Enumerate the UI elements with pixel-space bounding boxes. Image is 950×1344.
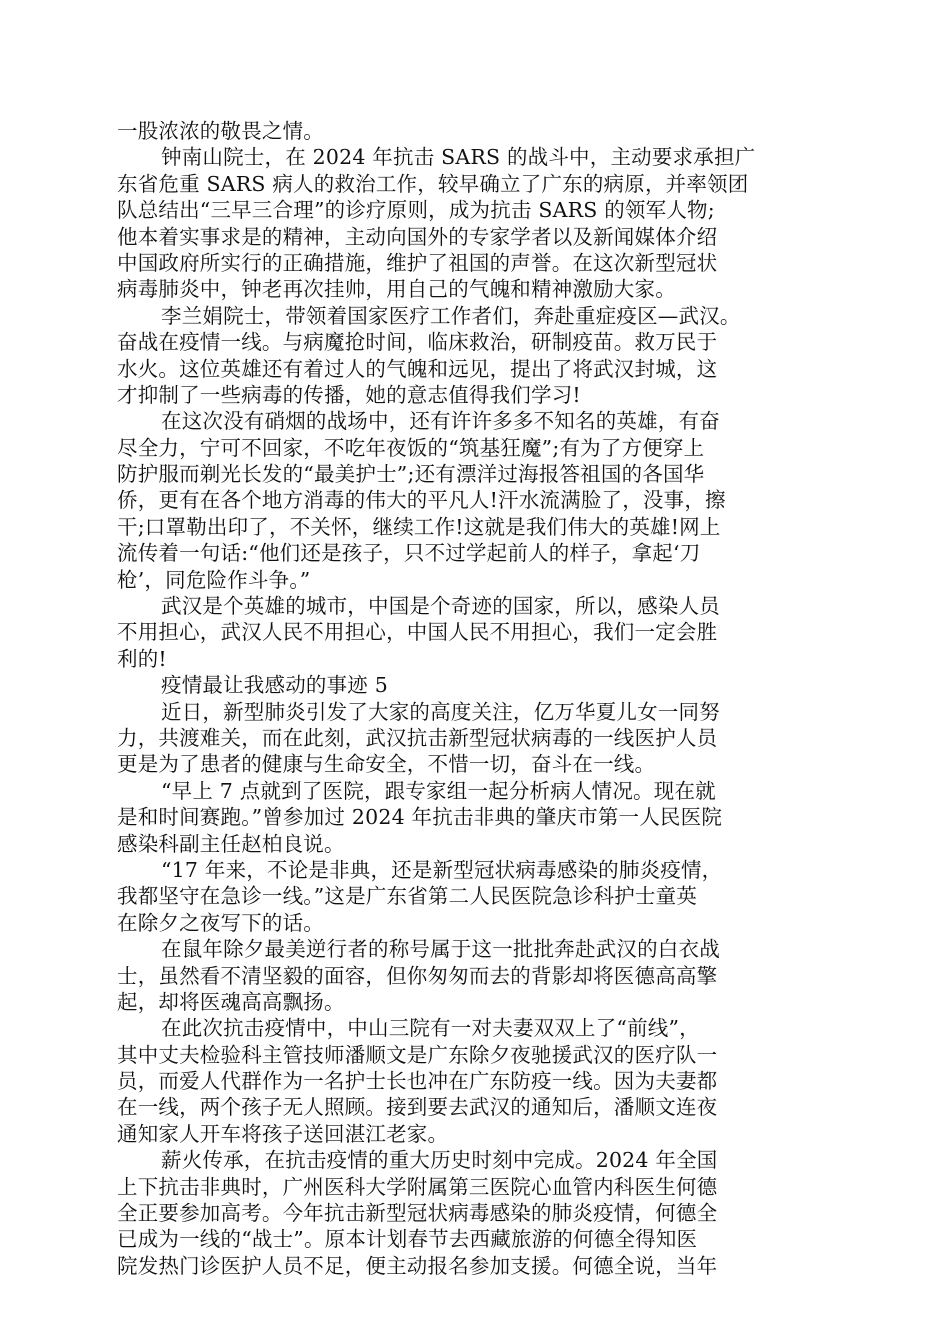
text-line: 侨，更有在各个地方消毒的伟大的平凡人!汗水流满脸了，没事，擦	[117, 488, 726, 513]
text-line: 才抑制了一些病毒的传播，她的意志值得我们学习!	[117, 382, 581, 407]
text-line: 其中丈夫检验科主管技师潘顺文是广东除夕夜驰援武汉的医疗队一	[117, 1042, 718, 1067]
text-line: 全正要参加高考。今年抗击新型冠状病毒感染的肺炎疫情，何德全	[117, 1201, 718, 1226]
text-line: 是和时间赛跑。”曾参加过 2024 年抗击非典的肇庆市第一人民医院	[117, 805, 723, 830]
text-line: “17 年来，不论是非典，还是新型冠状病毒感染的肺炎疫情，	[161, 857, 723, 882]
text-line: 武汉是个英雄的城市，中国是个奇迹的国家，所以，感染人员	[161, 594, 720, 619]
text-line: 队总结出“三早三合理”的诊疗原则，成为抗击 SARS 的领军人物;	[117, 198, 715, 223]
text-line: 中国政府所实行的正确措施，维护了祖国的声誉。在这次新型冠状	[117, 250, 718, 275]
text-line: 不用担心，武汉人民不用担心，中国人民不用担心，我们一定会胜	[117, 620, 718, 645]
text-line: “早上 7 点就到了医院，跟专家组一起分析病人情况。现在就	[161, 778, 716, 803]
text-line: 东省危重 SARS 病人的救治工作，较早确立了广东的病原，并率领团	[117, 171, 749, 196]
text-line: 利的!	[117, 646, 167, 671]
text-line: 感染科副主任赵柏良说。	[117, 831, 345, 856]
text-line: 奋战在疫情一线。与病魔抢时间，临床救治，研制疫苗。救万民于	[117, 330, 718, 355]
text-line: 员，而爱人代群作为一名护士长也冲在广东防疫一线。因为夫妻都	[117, 1069, 718, 1094]
text-line: 枪’，同危险作斗争。”	[117, 567, 311, 592]
text-line: 防护服而剃光长发的“最美护士”;还有漂洋过海报答祖国的各国华	[117, 462, 705, 487]
text-line: 力，共渡难关，而在此刻，武汉抗击新型冠状病毒的一线医护人员	[117, 725, 718, 750]
text-line: 在鼠年除夕最美逆行者的称号属于这一批批奔赴武汉的白衣战	[161, 937, 720, 962]
text-line: 在除夕之夜写下的话。	[117, 910, 324, 935]
text-line: 在一线，两个孩子无人照顾。接到要去武汉的通知后，潘顺文连夜	[117, 1095, 718, 1120]
text-line: 干;口罩勒出印了，不关怀，继续工作!这就是我们伟大的英雄!网上	[117, 514, 721, 539]
text-line: 流传着一句话:“他们还是孩子，只不过学起前人的样子，拿起‘刀	[117, 541, 701, 566]
text-line: 疫情最让我感动的事迹 5	[161, 673, 388, 698]
text-line: 他本着实事求是的精神，主动向国外的专家学者以及新闻媒体介绍	[117, 224, 718, 249]
text-line: 在这次没有硝烟的战场中，还有许许多多不知名的英雄，有奋	[161, 409, 720, 434]
text-line: 在此次抗击疫情中，中山三院有一对夫妻双双上了“前线”，	[161, 1016, 700, 1041]
text-line: 一股浓浓的敬畏之情。	[117, 119, 324, 143]
text-line: 已成为一线的“战士”。原本计划春节去西藏旅游的何德全得知医	[117, 1227, 698, 1252]
text-line: 士，虽然看不清坚毅的面容，但你匆匆而去的背影却将医德高高擎	[117, 963, 718, 988]
text-line: 院发热门诊医护人员不足，便主动报名参加支援。何德全说，当年	[117, 1253, 718, 1278]
text-line: 起，却将医魂高高飘扬。	[117, 989, 345, 1014]
text-line: 病毒肺炎中，钟老再次挂帅，用自己的气魄和精神激励大家。	[117, 277, 676, 302]
text-line: 李兰娟院士，带领着国家医疗工作者们，奔赴重症疫区—武汉。	[161, 303, 741, 328]
text-line: 水火。这位英雄还有着过人的气魄和远见，提出了将武汉封城，这	[117, 356, 718, 381]
text-line: 尽全力，宁可不回家，不吃年夜饭的“筑基狂魔”;有为了方便穿上	[117, 435, 705, 460]
text-line: 近日，新型肺炎引发了大家的高度关注，亿万华夏儿女一同努	[161, 699, 720, 724]
text-line: 通知家人开车将孩子送回湛江老家。	[117, 1121, 449, 1146]
document-body	[117, 118, 837, 1279]
text-line: 上下抗击非典时，广州医科大学附属第三医院心血管内科医生何德	[117, 1174, 718, 1199]
text-line: 我都坚守在急诊一线。”这是广东省第二人民医院急诊科护士童英	[117, 884, 698, 909]
text-line: 钟南山院士，在 2024 年抗击 SARS 的战斗中，主动要求承担广	[161, 145, 756, 170]
text-line: 薪火传承，在抗击疫情的重大历史时刻中完成。2024 年全国	[161, 1148, 718, 1173]
text-line: 更是为了患者的健康与生命安全，不惜一切，奋斗在一线。	[117, 752, 656, 777]
